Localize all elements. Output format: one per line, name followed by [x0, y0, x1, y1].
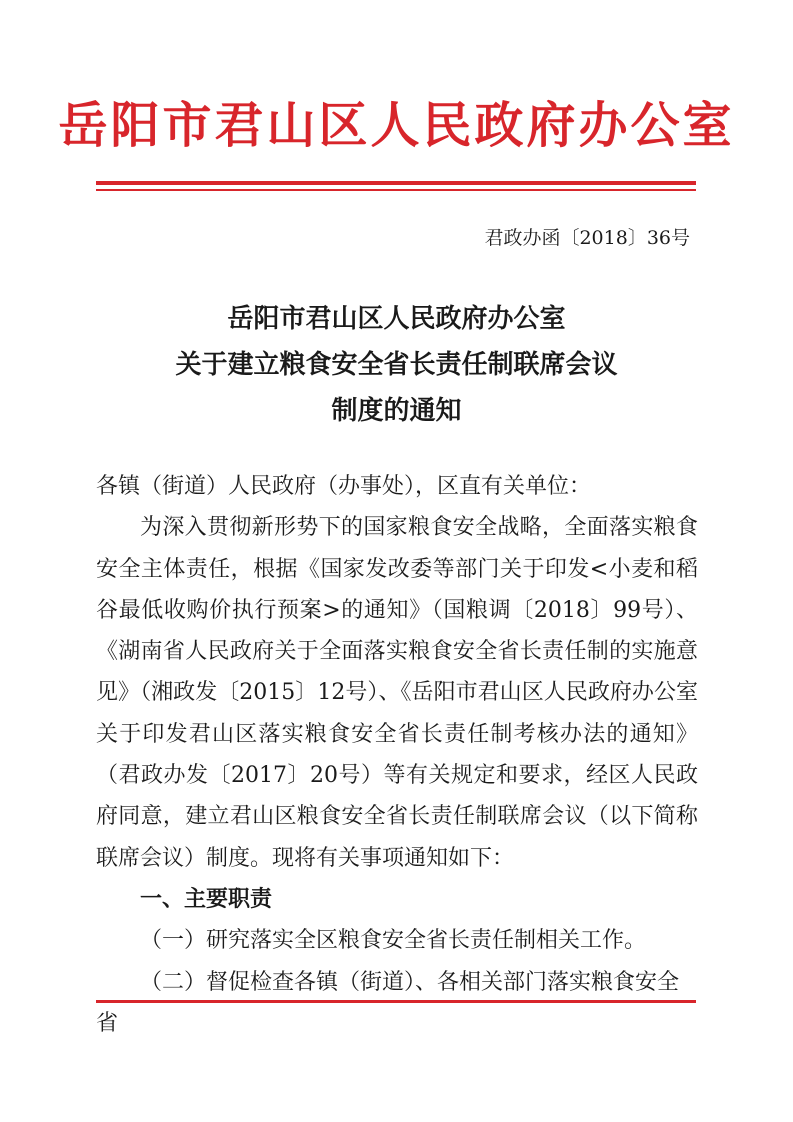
issuing-office-header: 岳阳市君山区人民政府办公室: [58, 96, 735, 154]
body-paragraph-1: 为深入贯彻新形势下的国家粮食安全战略，全面落实粮食安全主体责任，根据《国家发改委等部门关于印发<小麦和稻谷最低收购价执行预案>的通知》（国粮调〔2018〕99号）、《湖南省人民政府关于全面落实粮食安全省长责任制的实施意见》（湘政发〔2015〕12号）、《岳阳市君山区人民政府办公室关于印发君山区落实粮食安全省长责任制考核办法的通知》（君政办发〔2017〕20号）等有关规定和要求，经区人民政府同意，建立君山区粮食安全省长责任制联席会议（以下简称联席会议）制度。现将有关事项通知如下：: [96, 515, 698, 871]
salutation: 各镇（街道）人民政府（办事处），区直有关单位：: [96, 474, 592, 499]
footer-red-rule: [96, 1000, 696, 1003]
notice-title-line-2: 关于建立粮食安全省长责任制联席会议: [175, 350, 618, 380]
document-number: 君政办函〔2018〕36号: [484, 227, 690, 249]
list-item-1: （一）研究落实全区粮食安全省长责任制相关工作。: [140, 928, 647, 954]
notice-body: [96, 466, 698, 1044]
header-red-rule-thin: [96, 189, 696, 191]
section-heading-1: 一、主要职责: [140, 886, 273, 912]
notice-title-line-3: 制度的通知: [331, 396, 462, 426]
list-item-2: （二）督促检查各镇（街道）、各相关部门落实粮食安全省: [96, 969, 680, 1036]
notice-title-line-1: 岳阳市君山区人民政府办公室: [227, 304, 566, 334]
notice-title: [0, 296, 793, 434]
header-red-rule-thick: [96, 181, 696, 185]
